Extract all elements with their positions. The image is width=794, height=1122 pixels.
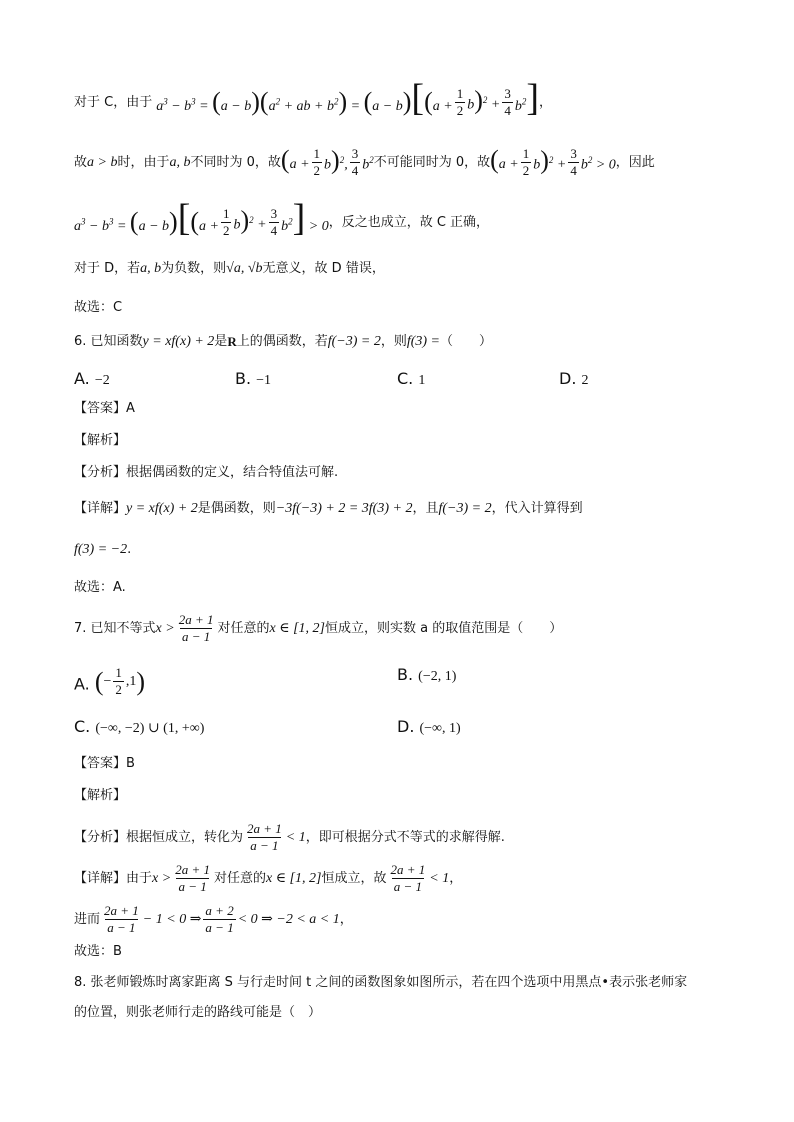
- c2-expr-2: (a +: [490, 145, 519, 174]
- q7-answer: [74, 754, 754, 774]
- q7-option-a-label: A.: [74, 674, 90, 694]
- q7-step-c: < 0 ⇒ −2 < a < 1: [237, 911, 340, 927]
- q7-option-b: [397, 665, 456, 685]
- c3-formula-c: $b^2] > 0$: [281, 197, 329, 239]
- q6-choose-text: 故选：A.: [74, 580, 126, 595]
- c3-frac-34: $\frac{3}{4}$: [270, 206, 278, 238]
- q6-result-math: f(3) = −2: [74, 542, 128, 557]
- q6-fenxi-text: 【分析】根据偶函数的定义，结合特值法可解.: [74, 465, 339, 480]
- d-math-ab: a, b: [140, 261, 162, 276]
- q7-stem: [74, 612, 754, 645]
- c-analysis-line-2: [74, 146, 754, 179]
- q6-paren: （ ）: [440, 334, 493, 349]
- q7-choose: [74, 942, 754, 962]
- c2-expr-2b: b)$^2$ +: [533, 145, 567, 175]
- c2-text-g: ，因此: [615, 154, 655, 170]
- c2-expr-2c: $b^2 > 0$: [580, 154, 616, 173]
- q7-step-a: 进而: [74, 911, 101, 927]
- q6-xj-a: 【详解】: [74, 501, 127, 516]
- q7-fenxi-a: 【分析】根据恒成立，转化为: [74, 829, 244, 845]
- q7-fenxi-c: ，即可根据分式不等式的求解得解.: [305, 829, 505, 845]
- q7-xiangjie: [74, 862, 754, 895]
- q6-option-b: [235, 369, 271, 389]
- q6-func: y = xf(x) + 2: [142, 334, 215, 349]
- d-text-e: 无意义，故 D 错误，: [262, 261, 385, 276]
- c2-expr-1: (a +: [280, 145, 310, 174]
- q6-target: f(3) =: [406, 334, 441, 349]
- q6-stem-g: ，则: [380, 334, 407, 349]
- c2-text-e: 不同时为 0，故: [190, 154, 281, 170]
- prev-answer: [74, 298, 754, 318]
- q6-xj-e: ，且: [412, 501, 439, 516]
- q6-cond: f(−3) = 2: [327, 334, 381, 349]
- q7-xj-a: 【详解】由于: [74, 870, 153, 886]
- c-formula-mid: b)$^2$ +: [467, 85, 501, 115]
- c2-math-ab: a, b: [169, 154, 191, 170]
- q7-step-frac-1: $\frac{2a + 1}{a - 1}$: [104, 903, 139, 935]
- q7-option-c-value: (−∞, −2) ∪ (1, +∞): [95, 721, 205, 736]
- q7-stem-a: 7. 已知不等式: [74, 620, 156, 636]
- c2-text-c: 时，由于: [117, 154, 170, 170]
- q7-xj-lt1: < 1: [429, 870, 450, 886]
- c-formula-left: $a^3 - b^3 = (a - b)(a^2$ + ab + $b^2) = (a - b)[(a$ +: [156, 77, 453, 119]
- q6-option-c: [397, 369, 425, 389]
- q6-option-b-value: −1: [256, 373, 272, 388]
- q6-jiexi: [74, 431, 754, 451]
- q7-x-gt: x >: [155, 620, 175, 636]
- q6-option-a-value: −2: [94, 373, 110, 388]
- c2-text-f: 不可能同时为 0，故: [373, 154, 491, 170]
- q6-xiangjie: [74, 499, 754, 519]
- d-text-c: 为负数，则: [161, 261, 227, 276]
- q7-domain: x ∈ [1, 2]: [269, 620, 325, 636]
- q6-xj-g: ，代入计算得到: [491, 501, 583, 516]
- q6-result-tail: .: [127, 542, 132, 557]
- q6-option-a-label: A.: [74, 369, 90, 388]
- q6-option-d-value: 2: [581, 373, 589, 388]
- q8-line2-text: 的位置，则张老师行走的路线可能是（ ）: [74, 1005, 322, 1020]
- c2-frac-34: $\frac{3}{4}$: [351, 146, 359, 178]
- q7-stem-c: 对任意的: [217, 620, 270, 636]
- q6-option-c-label: C.: [397, 369, 414, 388]
- c3-formula: $a^3 - b^3 = (a - b)[(a$ +: [74, 197, 219, 239]
- c2-b2: $b^2$: [362, 154, 374, 173]
- q7-fenxi-frac: $\frac{2a + 1}{a - 1}$: [247, 821, 282, 853]
- c2-frac-34-2: $\frac{3}{4}$: [570, 146, 577, 178]
- q6-option-d: [559, 369, 589, 389]
- q6-option-c-value: 1: [418, 373, 426, 388]
- q7-choose-text: 故选：B: [74, 944, 122, 959]
- q7-fenxi: [74, 821, 754, 854]
- c3-frac-half: $\frac{1}{2}$: [222, 206, 230, 238]
- q7-step-b: − 1 < 0 ⇒: [142, 911, 202, 927]
- q6-real-set: R: [227, 334, 237, 349]
- c2-text-a: 故: [74, 154, 88, 170]
- q7-step-frac2-den: a − 1: [205, 920, 234, 935]
- q6-jiexi-text: 【解析】: [74, 433, 127, 448]
- prev-answer-text: 故选：C: [74, 300, 123, 315]
- q6-xj-c: 是偶函数，则: [197, 501, 276, 516]
- c-tail: ，: [538, 94, 552, 110]
- c2-frac-half-2: $\frac{1}{2}$: [522, 146, 530, 178]
- c2-math-a-gt-b: a > b: [87, 154, 118, 170]
- q6-answer: [74, 399, 754, 419]
- c3-formula-b: b)$^2$ +: [233, 205, 267, 235]
- q6-xj-func: y = xf(x) + 2: [126, 501, 198, 516]
- c3-tail: ，反之也成立，故 C 正确，: [328, 214, 490, 230]
- q6-stem-a: 6. 已知函数: [74, 334, 143, 349]
- q6-option-d-label: D.: [559, 369, 577, 388]
- q7-stem-e: 恒成立，则实数 a 的取值范围是（ ）: [325, 620, 563, 636]
- q6-option-a: [74, 369, 110, 389]
- q7-step: [74, 903, 754, 936]
- q6-option-b-label: B.: [235, 369, 252, 388]
- q7-xj-x-gt: x >: [152, 870, 172, 886]
- q6-xj-eq: −3f(−3) + 2 = 3f(3) + 2: [275, 501, 413, 516]
- q7-option-d-value: (−∞, 1): [419, 721, 461, 736]
- q6-xj-cond: f(−3) = 2: [438, 501, 492, 516]
- q7-step-frac-2: [203, 903, 235, 936]
- q7-option-a: [74, 665, 145, 698]
- q6-result: [74, 540, 754, 560]
- q6-choose: [74, 578, 754, 598]
- q7-frac-num: 2a + 1: [178, 612, 214, 627]
- q7-fenxi-lt1: < 1: [285, 829, 306, 845]
- q8-stem-line-2: [74, 1003, 754, 1023]
- q8-stem-line-1: [74, 973, 754, 993]
- d-math-sqrt: √a, √b: [226, 261, 263, 276]
- q7-step-frac2-num: a + 2: [205, 903, 234, 918]
- q7-step-d: ，: [339, 911, 353, 927]
- d-text-a: 对于 D，若: [74, 261, 141, 276]
- q6-stem-c: 是: [214, 334, 228, 349]
- q6-answer-text: 【答案】A: [74, 401, 135, 416]
- c2-expr-1b: b)$^2$,: [324, 145, 348, 175]
- q7-answer-text: 【答案】B: [74, 756, 135, 771]
- c-frac-34: $\frac{3}{4}$: [504, 86, 511, 118]
- c-formula-right: $b^2$]: [514, 77, 539, 119]
- c2-frac-half: $\frac{1}{2}$: [313, 146, 321, 178]
- q7-xj-e: 恒成立，故: [321, 870, 387, 886]
- q6-stem-e: 上的偶函数，若: [236, 334, 328, 349]
- q7-xj-g: ，: [449, 870, 463, 886]
- c-intro: 对于 C，由于: [74, 94, 153, 110]
- c-analysis-line-3: [74, 197, 754, 239]
- q7-frac-den: a − 1: [181, 629, 211, 644]
- q7-fraction: [177, 612, 216, 645]
- q7-xj-frac-2: $\frac{2a + 1}{a - 1}$: [390, 862, 426, 894]
- q7-option-c-label: C.: [74, 717, 91, 736]
- q6-fenxi: [74, 463, 754, 483]
- q6-stem: [74, 332, 754, 352]
- c-analysis-line: [74, 77, 754, 119]
- q7-option-d-label: D.: [397, 717, 415, 736]
- q7-xj-frac: $\frac{2a + 1}{a - 1}$: [175, 862, 210, 894]
- c-frac-half: $\frac{1}{2}$: [456, 86, 464, 118]
- d-analysis-line: [74, 259, 754, 279]
- q7-option-b-label: B.: [397, 665, 414, 684]
- q7-xj-domain: x ∈ [1, 2]: [265, 870, 322, 886]
- q7-jiexi-text: 【解析】: [74, 788, 127, 803]
- q7-option-d: [397, 717, 461, 737]
- q8-line1-text: 8. 张老师锻炼时离家距离 S 与行走时间 t 之间的函数图象如图所示，若在四个选项中用黑点•表示张老师家: [74, 975, 688, 990]
- q7-xj-c: 对任意的: [213, 870, 266, 886]
- q7-option-b-value: (−2, 1): [418, 669, 457, 684]
- q7-option-c: [74, 717, 204, 737]
- q7-option-a-math: ( − $\frac{1}{2}$ ,1 ): [94, 665, 146, 697]
- q7-jiexi: [74, 786, 754, 806]
